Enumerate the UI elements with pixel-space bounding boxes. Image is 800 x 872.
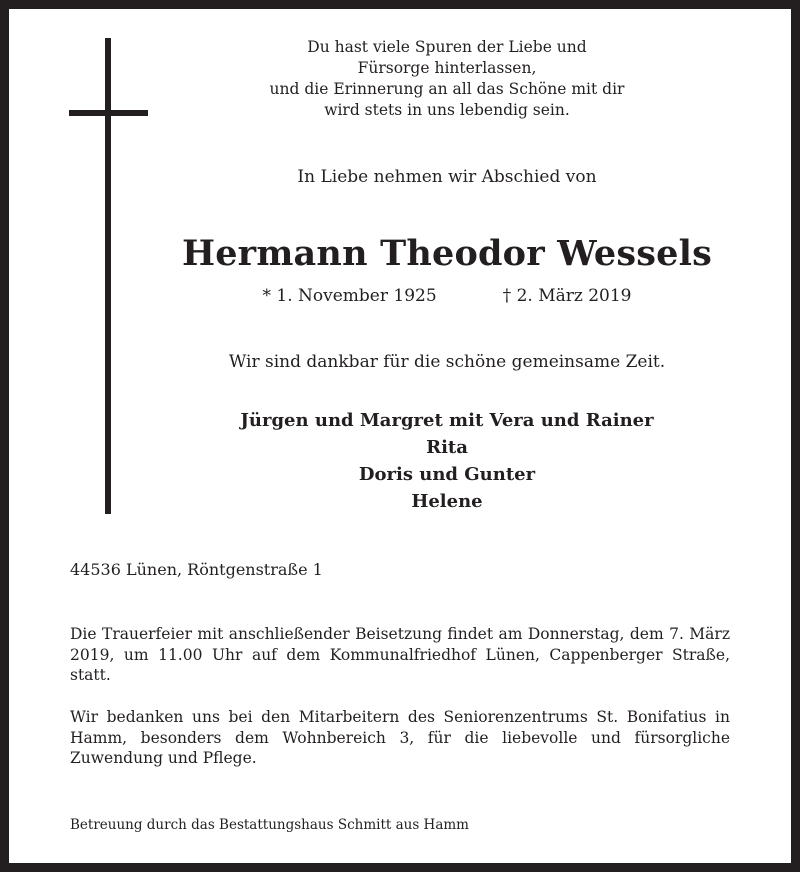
death-date: † 2. März 2019 — [502, 286, 632, 306]
deceased-name: Hermann Theodor Wessels — [181, 233, 713, 274]
intro-text: In Liebe nehmen wir Abschied von — [297, 167, 597, 187]
mourners-list — [157, 407, 737, 515]
gratitude-line: Wir sind dankbar für die schöne gemeinsame Zeit. — [228, 352, 666, 372]
family-address: 44536 Lünen, Röntgenstraße 1 — [70, 560, 323, 579]
mourner-line: Rita — [426, 437, 468, 458]
poem-line: Fürsorge hinterlassen, — [357, 59, 537, 77]
funeral-info: Die Trauerfeier mit anschließender Beisetzung findet am Donnerstag, dem 7. März 2019, um 11.00 Uhr auf dem Kommunalfriedhof Lünen, Cappenberger Straße, statt. — [70, 625, 730, 684]
poem-line: Du hast viele Spuren der Liebe und — [307, 38, 587, 56]
acknowledgement: Wir bedanken uns bei den Mitarbeitern des Seniorenzentrums St. Bonifatius in Hamm, besonders dem Wohnbereich 3, für die liebevolle und fürsorgliche Zuwendung und Pflege. — [70, 708, 730, 767]
birth-date: * 1. November 1925 — [262, 286, 437, 306]
mourner-line: Helene — [411, 491, 483, 512]
obituary-notice — [9, 9, 791, 863]
cross-horizontal-bar — [69, 110, 148, 116]
mourner-line: Doris und Gunter — [358, 464, 536, 485]
funeral-home-credit: Betreuung durch das Bestattungshaus Schmitt aus Hamm — [70, 817, 469, 833]
poem — [157, 37, 737, 121]
poem-line: und die Erinnerung an all das Schöne mit dir — [269, 80, 625, 98]
mourner-line: Jürgen und Margret mit Vera und Rainer — [240, 410, 654, 431]
poem-line: wird stets in uns lebendig sein. — [324, 101, 570, 119]
life-dates — [157, 285, 737, 307]
